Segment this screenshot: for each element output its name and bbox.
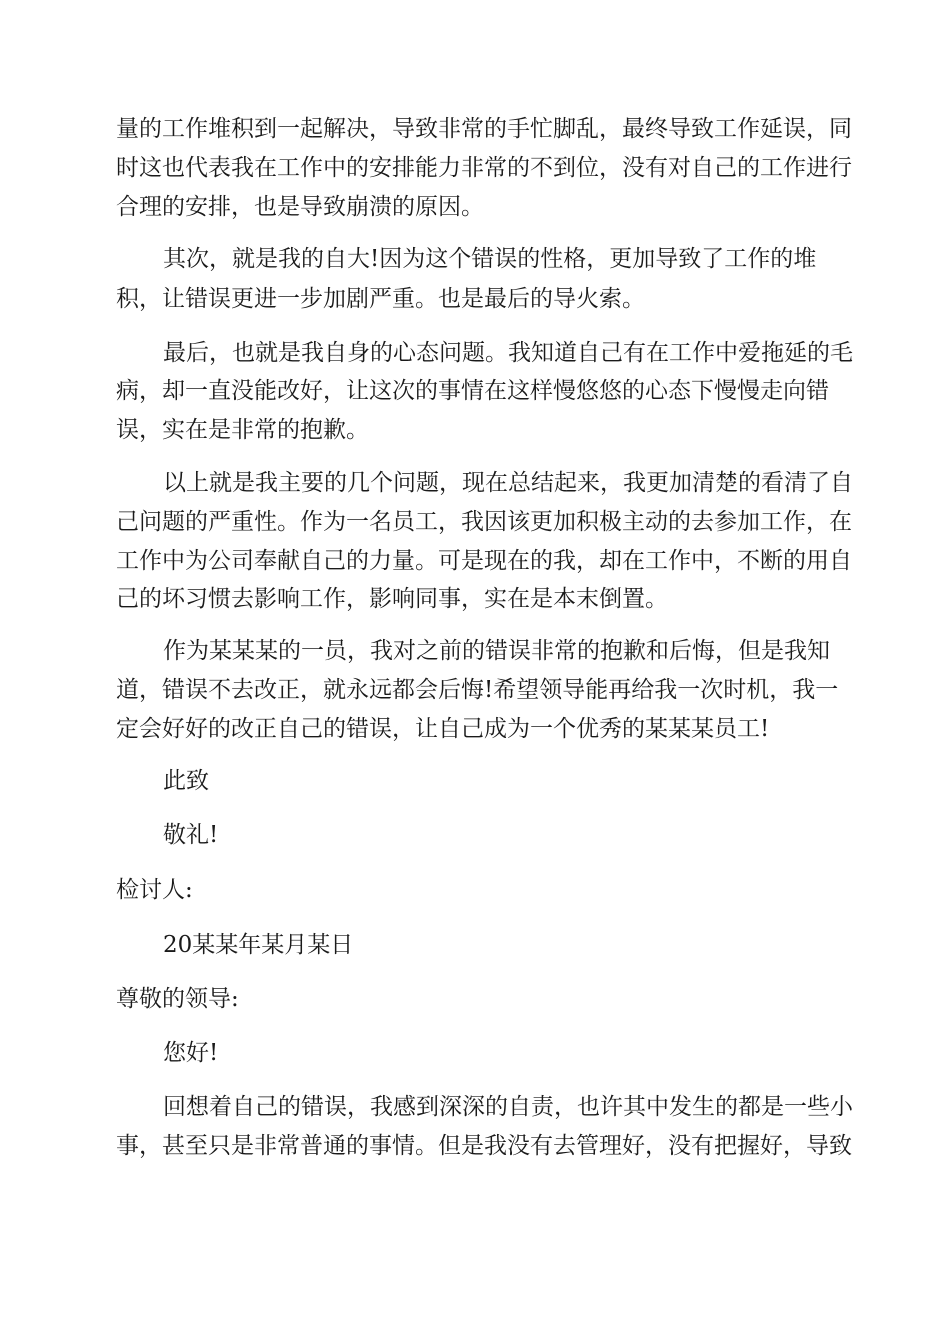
paragraph-line: 最后，也就是我自身的心态问题。我知道自己有在工作中爱拖延的毛 bbox=[163, 340, 853, 366]
signer-text: 检讨人: bbox=[116, 877, 193, 903]
paragraph-line: 误，实在是非常的抱歉。 bbox=[116, 417, 369, 443]
paragraph-line: 病，却一直没能改好，让这次的事情在这样慢悠悠的心态下慢慢走向错 bbox=[116, 378, 829, 404]
closing-text: 此致 bbox=[163, 768, 209, 794]
paragraph-line: 事，甚至只是非常普通的事情。但是我没有去管理好，没有把握好，导致 bbox=[116, 1133, 852, 1159]
paragraph-line: 己的坏习惯去影响工作，影响同事，实在是本末倒置。 bbox=[116, 586, 668, 612]
closing-text: 敬礼! bbox=[163, 822, 219, 848]
greeting-text: 您好! bbox=[163, 1040, 219, 1066]
paragraph-line: 回想着自己的错误，我感到深深的自责，也许其中发生的都是一些小 bbox=[163, 1094, 853, 1120]
paragraph-line: 定会好好的改正自己的错误，让自己成为一个优秀的某某某员工! bbox=[116, 716, 770, 742]
paragraph-line: 合理的安排，也是导致崩溃的原因。 bbox=[116, 194, 484, 220]
paragraph-line: 其次，就是我的自大!因为这个错误的性格，更加导致了工作的堆 bbox=[163, 246, 817, 272]
paragraph-line: 积，让错误更进一步加剧严重。也是最后的导火索。 bbox=[116, 286, 645, 312]
paragraph-line: 量的工作堆积到一起解决，导致非常的手忙脚乱，最终导致工作延误，同 bbox=[116, 116, 852, 142]
paragraph-line: 道，错误不去改正，就永远都会后悔!希望领导能再给我一次时机，我一 bbox=[116, 677, 839, 703]
paragraph-line: 时这也代表我在工作中的安排能力非常的不到位，没有对自己的工作进行 bbox=[116, 155, 852, 181]
paragraph-line: 己问题的严重性。作为一名员工，我因该更加积极主动的去参加工作，在 bbox=[116, 509, 852, 535]
paragraph-line: 工作中为公司奉献自己的力量。可是现在的我，却在工作中，不断的用自 bbox=[116, 548, 852, 574]
paragraph-line: 以上就是我主要的几个问题，现在总结起来，我更加清楚的看清了自 bbox=[163, 470, 853, 496]
date-text: 20某某年某月某日 bbox=[163, 932, 354, 958]
salutation-text: 尊敬的领导: bbox=[116, 986, 239, 1012]
paragraph-line: 作为某某某的一员，我对之前的错误非常的抱歉和后悔，但是我知 bbox=[163, 638, 830, 664]
